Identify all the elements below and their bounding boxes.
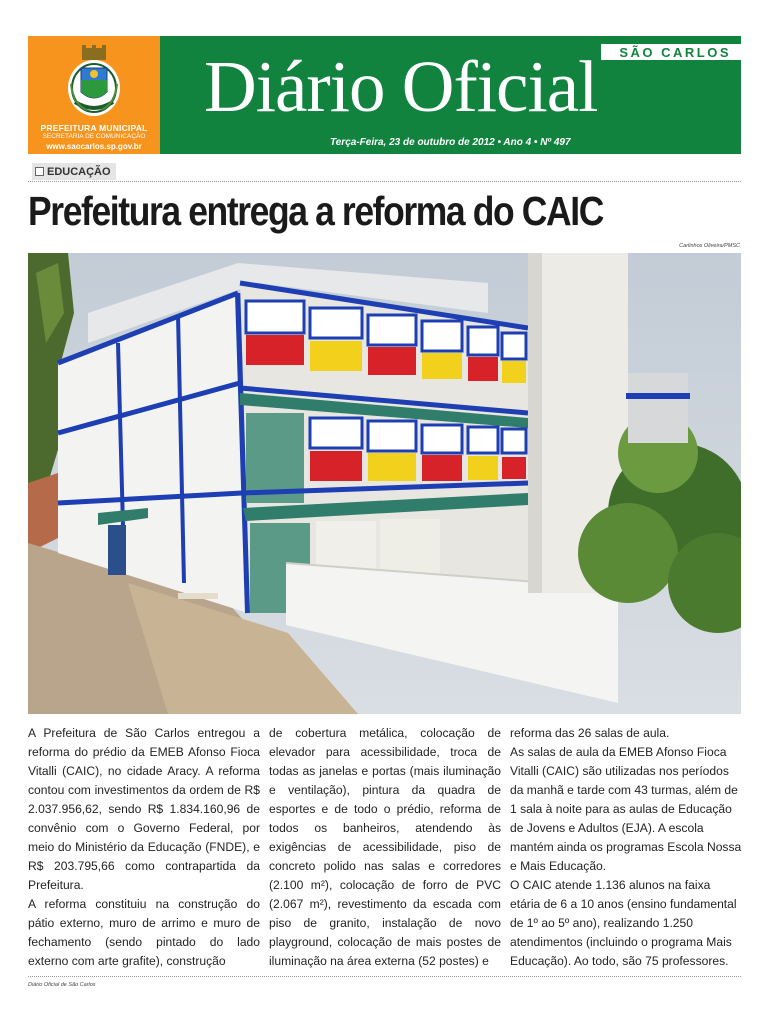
section-tag[interactable] bbox=[32, 163, 116, 180]
paragraph: reforma das 26 salas de aula. bbox=[510, 726, 670, 740]
issue-dateline: Terça-Feira, 23 de outubro de 2012 • Ano 4 • Nº 497 bbox=[330, 137, 571, 148]
footer-divider bbox=[28, 976, 741, 977]
article-column-2 bbox=[269, 724, 501, 971]
article-column-3 bbox=[510, 724, 742, 971]
newspaper-title: Diário Oficial bbox=[204, 46, 598, 127]
school-building-photo bbox=[28, 253, 741, 714]
article-photo bbox=[28, 253, 741, 714]
section-row bbox=[28, 162, 741, 182]
section-square-icon bbox=[35, 167, 44, 176]
paragraph: de cobertura metálica, colocação de elevador para acessibilidade, troca de todas as janelas e portas (mais iluminação e ventilação), pintura da quadra de esportes e de todo o prédio, reforma de todos os banheiros, atendendo às exigências de acessibilidade, piso de concreto polido nas salas e corredores (2.100 m²), colocação de forro de PVC (2.067 m²), revestimento da escada com piso de granito, instalação de novo playground, colocação de mais postes de iluminação na área externa (52 postes) e bbox=[269, 726, 501, 968]
city-name: SÃO CARLOS bbox=[619, 45, 731, 60]
article-headline: Prefeitura entrega a reforma do CAIC bbox=[28, 188, 603, 234]
paragraph: A Prefeitura de São Carlos entregou a reforma do prédio da EMEB Afonso Fioca Vitalli (CAIC), no cidade Aracy. A reforma contou com investimentos da ordem de R$ 2.037.956,62, sendo R$ 1.834.160,96 de convênio com o Governo Federal, por meio do Ministério da Educação (FNDE), e R$ 203.795,66 como contrapartida da Prefeitura. bbox=[28, 726, 260, 892]
article-column-1 bbox=[28, 724, 260, 971]
paragraph: A reforma constituiu na construção do pátio externo, muro de arrimo e muro de fechamento (sendo pintado do lado externo com arte grafite), construção bbox=[28, 897, 260, 968]
footer-text: Diário Oficial de São Carlos bbox=[28, 982, 96, 988]
city-crest-icon bbox=[65, 44, 123, 120]
paragraph: O CAIC atende 1.136 alunos na faixa etária de 6 a 10 anos (ensino fundamental de 1º ao 5º ano), realizando 1.250 atendimentos (incluindo o programa Mais Educação). Ao todo, são 75 professores. bbox=[510, 878, 737, 968]
masthead-banner bbox=[160, 36, 741, 154]
paragraph: As salas de aula da EMEB Afonso Fioca Vitalli (CAIC) são utilizadas nos períodos da manhã e tarde com 43 turmas, além de 1 sala à noite para as aulas de Educação de Jovens e Adultos (EJA). A escola mantém ainda os programas Escola Nossa e Mais Educação. bbox=[510, 745, 742, 873]
photo-credit: Carlinhos Oliveira/PMSC bbox=[679, 243, 740, 249]
section-label: EDUCAÇÃO bbox=[47, 165, 111, 178]
department-name: SECRETARIA DE COMUNICAÇÃO bbox=[42, 133, 146, 140]
prefeitura-logo-block bbox=[28, 36, 160, 154]
prefeitura-title: PREFEITURA MUNICIPAL bbox=[40, 123, 148, 133]
website-url[interactable]: www.saocarlos.sp.gov.br bbox=[46, 142, 142, 151]
